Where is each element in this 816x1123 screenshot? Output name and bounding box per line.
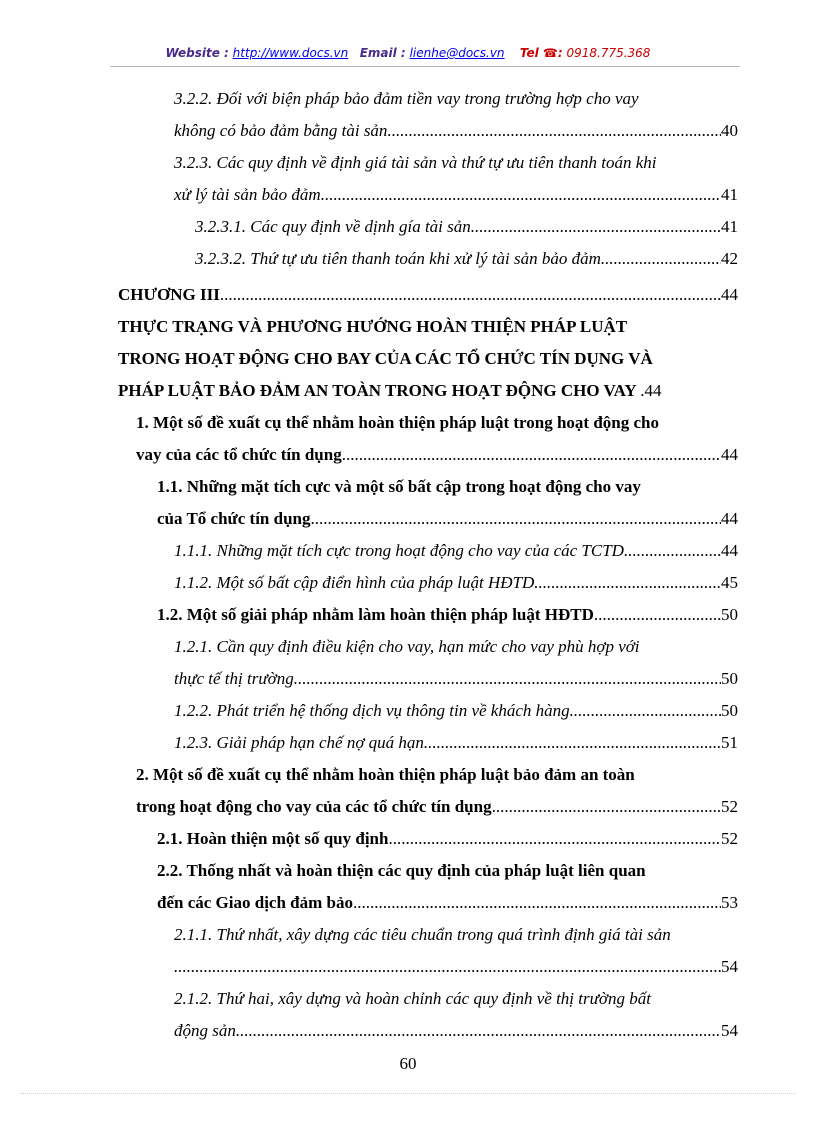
toc-entry-1-1-2[interactable] [174, 567, 738, 599]
page-bottom-edge [20, 1093, 796, 1094]
toc-entry-3-2-3-1[interactable] [195, 211, 738, 243]
website-link[interactable]: http://www.docs.vn [232, 46, 349, 60]
dot-leader [594, 599, 721, 631]
dot-leader [321, 179, 721, 211]
toc-page-number: 44 [721, 285, 738, 304]
toc-page-number: 41 [721, 217, 738, 236]
toc-entry-line: 1.2.3. Giải pháp hạn chế nợ quá hạn [174, 733, 424, 752]
toc-entry-line: 2.1. Hoàn thiện một số quy định [157, 829, 389, 848]
toc-page-number: 54 [721, 957, 738, 976]
toc-entry-line: 2.1.1. Thứ nhất, xây dựng các tiêu chuẩn trong quá trình định giá tài sản [174, 925, 671, 944]
toc-entry-line: CHƯƠNG III [118, 285, 220, 304]
toc-entry-line: thực tế thị trường [174, 669, 294, 688]
toc-entry-line: 1.1.1. Những mặt tích cực trong hoạt động cho vay của các TCTD [174, 541, 624, 560]
toc-entry-2[interactable] [136, 759, 738, 823]
toc-entry-1[interactable] [136, 407, 738, 471]
tel-label: Tel ☎: [519, 46, 563, 60]
toc-entry-line: 3.2.3.1. Các quy định về dịnh gía tài sản [195, 217, 471, 236]
toc-entry-line: 1.2. Một số giải pháp nhằm làm hoàn thiện pháp luật HĐTD [157, 605, 594, 624]
dot-leader [624, 535, 721, 567]
tel-number: 0918.775.368 [566, 46, 651, 60]
toc-page-number: 44 [721, 541, 738, 560]
dot-leader [387, 115, 721, 147]
toc-entry-line: đến các Giao dịch đảm bảo [157, 893, 353, 912]
toc-page-number: 54 [721, 1021, 738, 1040]
toc-page-number: 41 [721, 185, 738, 204]
dot-leader [570, 695, 721, 727]
toc-entry-2-1-1[interactable] [174, 919, 738, 983]
toc-entry-line: vay của các tổ chức tín dụng [136, 445, 342, 464]
toc-entry-1-2-2[interactable] [174, 695, 738, 727]
toc-entry-line: 1. Một số đề xuất cụ thể nhằm hoàn thiện pháp luật trong hoạt động cho [136, 413, 659, 432]
toc-entry-line: THỰC TRẠNG VÀ PHƯƠNG HƯỚNG HOÀN THIỆN PHÁP LUẬT [118, 317, 628, 336]
toc-entry-line: 3.2.3. Các quy định về định giá tài sản và thứ tự ưu tiên thanh toán khi [174, 153, 657, 172]
website-label: Website : [165, 46, 229, 60]
toc-entry-line: TRONG HOẠT ĐỘNG CHO BAY CỦA CÁC TỔ CHỨC TÍN DỤNG VÀ [118, 349, 653, 368]
toc-entry-line: 3.2.2. Đối với biện pháp bảo đảm tiền vay trong trường hợp cho vay [174, 89, 639, 108]
page-header [0, 46, 816, 60]
toc-entry-3-2-3[interactable] [174, 147, 738, 211]
dot-leader [601, 243, 721, 275]
toc-entry-1-1[interactable] [157, 471, 738, 535]
toc-entry-chapter-3[interactable] [118, 279, 738, 311]
toc-page-number: 53 [721, 893, 738, 912]
toc-page-number: 42 [721, 249, 738, 268]
dot-leader [310, 503, 721, 535]
toc-entry-line: 1.2.2. Phát triển hệ thống dịch vụ thông tin về khách hàng [174, 701, 570, 720]
toc-page-number: 50 [721, 669, 738, 688]
header-rule [110, 66, 740, 67]
toc-entry-line: không có bảo đảm bằng tài sản [174, 121, 388, 140]
toc-entry-line: của Tổ chức tín dụng [157, 509, 311, 528]
toc-entry-2-1-2[interactable] [174, 983, 738, 1047]
toc-entry-line: 1.1.2. Một số bất cập điển hình của pháp luật HĐTD [174, 573, 535, 592]
email-label: Email : [359, 46, 406, 60]
toc-entry-2-1[interactable] [157, 823, 738, 855]
toc-entry-line: 2.1.2. Thứ hai, xây dựng và hoàn chỉnh các quy định về thị trường bất [174, 989, 651, 1008]
toc-page-number: 50 [721, 605, 738, 624]
toc-page-number: 44 [644, 381, 662, 400]
dot-leader [220, 279, 721, 311]
toc-entry-line: 3.2.3.2. Thứ tự ưu tiên thanh toán khi xử lý tài sản bảo đảm [195, 249, 601, 268]
toc-page-number: 44 [721, 509, 738, 528]
email-link[interactable]: lienhe@docs.vn [409, 46, 505, 60]
dot-leader [342, 439, 721, 471]
toc-page-number: 51 [721, 733, 738, 752]
toc-entry-3-2-3-2[interactable] [195, 243, 738, 275]
toc-page-number: 44 [721, 445, 738, 464]
toc-entry-line: 2. Một số đề xuất cụ thể nhằm hoàn thiện pháp luật bảo đảm an toàn [136, 765, 635, 784]
toc-page-number: 45 [721, 573, 738, 592]
toc-entry-1-2[interactable] [157, 599, 738, 631]
toc-entry-1-2-3[interactable] [174, 727, 738, 759]
toc-page-number: 52 [721, 829, 738, 848]
page-number: 60 [399, 1054, 417, 1073]
dot-leader [492, 791, 721, 823]
toc-entry-line: 1.1. Những mặt tích cực và một số bất cập trong hoạt động cho vay [157, 477, 641, 496]
toc-entry-2-2[interactable] [157, 855, 738, 919]
dot-leader [236, 1015, 721, 1047]
toc-entry-chapter-title[interactable]: THỰC TRẠNG VÀ PHƯƠNG HƯỚNG HOÀN THIỆN PHÁP LUẬT TRONG HOẠT ĐỘNG CHO BAY CỦA CÁC TỔ CHỨC TÍN DỤNG VÀ PHÁP LUẬT BẢO ĐẢM AN TOÀN TRONG HOẠT ĐỘNG CHO VAY .44 [118, 311, 738, 407]
toc-entry-line: 2.2. Thống nhất và hoàn thiện các quy định của pháp luật liên quan [157, 861, 646, 880]
toc-entry-line: PHÁP LUẬT BẢO ĐẢM AN TOÀN TRONG HOẠT ĐỘNG CHO VAY [118, 381, 636, 400]
toc-page-number: 40 [721, 121, 738, 140]
toc-entry-1-2-1[interactable] [174, 631, 738, 695]
dot-leader [294, 663, 721, 695]
dot-leader [424, 727, 721, 759]
toc-entry-3-2-2[interactable] [174, 83, 738, 147]
dot-leader [353, 887, 721, 919]
dot-leader [388, 823, 721, 855]
dot-leader [174, 951, 721, 983]
dot-leader [471, 211, 721, 243]
toc-entry-line: xử lý tài sản bảo đảm [174, 185, 321, 204]
toc-entry-1-1-1[interactable] [174, 535, 738, 567]
toc-entry-line: trong hoạt động cho vay của các tổ chức tín dụng [136, 797, 492, 816]
toc-entry-line: động sản [174, 1021, 236, 1040]
toc-page-number: 52 [721, 797, 738, 816]
toc-page-number: 50 [721, 701, 738, 720]
dot-leader [534, 567, 721, 599]
toc-entry-line: 1.2.1. Cần quy định điều kiện cho vay, hạn mức cho vay phù hợp với [174, 637, 640, 656]
